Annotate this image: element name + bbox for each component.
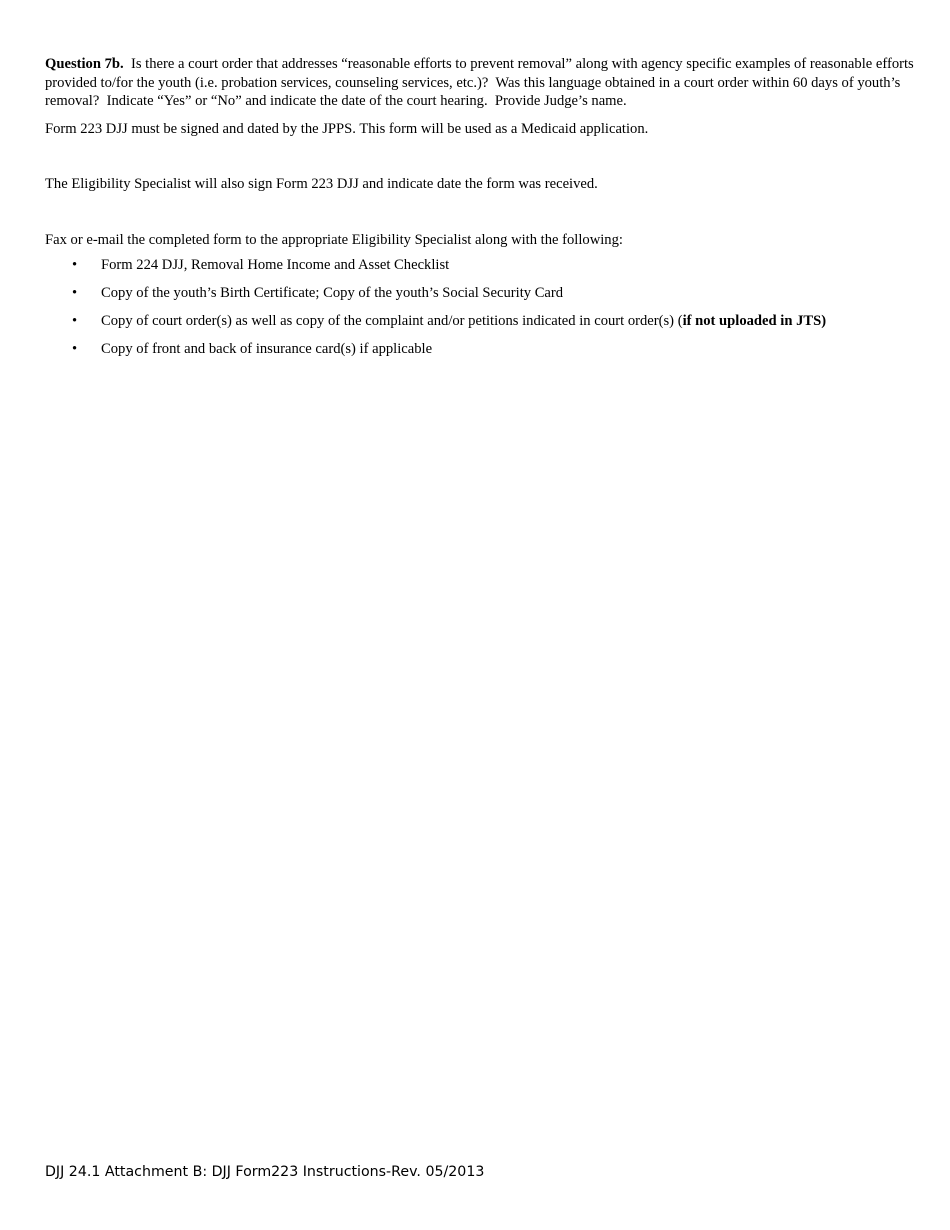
list-item (45, 256, 915, 275)
list-item-bold-note: if not uploaded in JTS) (682, 313, 827, 330)
page-footer: DJJ 24.1 Attachment B: DJJ Form223 Instructions-Rev. 05/2013 (45, 1164, 485, 1180)
fax-instructions: Fax or e-mail the completed form to the appropriate Eligibility Specialist along with the following: (45, 231, 623, 248)
question-7b-label: Question 7b. (45, 56, 124, 72)
list-item-text: Form 224 DJJ, Removal Home Income and Asset Checklist (101, 257, 450, 273)
bullet-icon: • (72, 341, 78, 358)
list-item-text: Copy of the youth’s Birth Certificate; Copy of the youth’s Social Security Card (101, 285, 564, 302)
list-item (45, 312, 915, 331)
list-item (45, 340, 915, 359)
bullet-icon: • (72, 285, 78, 302)
list-item-text: Copy of front and back of insurance card(s) if applicable (101, 341, 433, 358)
signature-note: Form 223 DJJ must be signed and dated by the JPPS. This form will be used as a Medicaid application. (45, 120, 649, 137)
attachment-list (45, 256, 915, 359)
bullet-icon: • (72, 257, 78, 273)
list-item-text: Copy of court order(s) as well as copy of the complaint and/or petitions indicated in court order(s) ( (101, 313, 683, 330)
question-7b-paragraph (45, 55, 918, 111)
question-7b-text: Is there a court order that addresses “reasonable efforts to prevent removal” along with agency specific examples of reasonable efforts provided to/for the youth (i.e. probation services, counseling services, etc.)? Was this language obtained in a court order within 60 days of youth’s removal? Indicate “Yes” or “No” and indicate the date of the court hearing. Provide Judge’s name. (45, 56, 918, 109)
specialist-note: The Eligibility Specialist will also sign Form 223 DJJ and indicate date the form was received. (45, 176, 598, 192)
document-body (45, 55, 918, 368)
list-item (45, 284, 915, 303)
bullet-icon: • (72, 313, 78, 330)
